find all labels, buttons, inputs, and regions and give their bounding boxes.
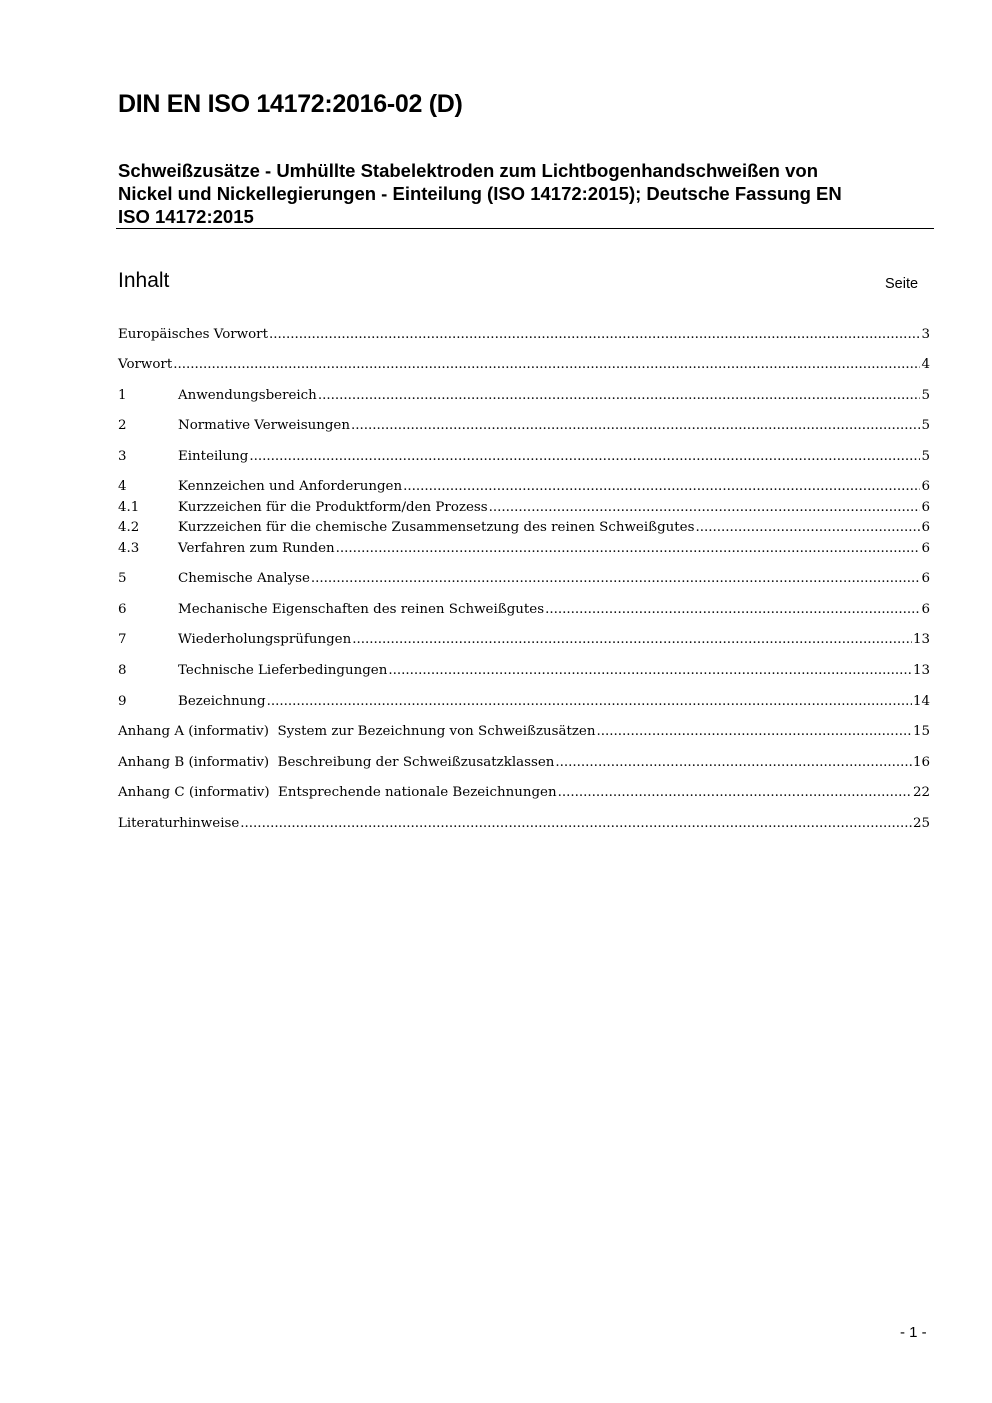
toc-entry-number: 8 <box>118 663 127 678</box>
toc-leader-dots <box>267 692 912 712</box>
toc-entry-1[interactable] <box>118 386 930 406</box>
toc-entry-literaturhinweise[interactable] <box>118 814 930 834</box>
document-title: DIN EN ISO 14172:2016-02 (D) <box>118 90 463 118</box>
toc-entry-page: 5 <box>921 418 930 433</box>
toc-leader-dots <box>173 355 920 375</box>
toc-leader-dots <box>318 386 921 406</box>
toc-page-column-label: Seite <box>885 276 919 292</box>
toc-entry-4-3[interactable] <box>118 539 930 559</box>
toc-entry-number: 5 <box>118 571 127 586</box>
toc-leader-dots <box>545 600 920 620</box>
title-divider <box>116 228 934 229</box>
toc-entry-page: 6 <box>921 479 930 494</box>
toc-leader-dots <box>240 814 912 834</box>
toc-entry-number: 4.2 <box>118 520 140 535</box>
toc-entry-page: 15 <box>912 724 930 739</box>
toc-entry-number: 9 <box>118 694 127 709</box>
toc-entry-text: Anwendungsbereich <box>178 388 317 403</box>
toc-entry-page: 13 <box>912 663 930 678</box>
toc-leader-dots <box>269 325 921 345</box>
toc-leader-dots <box>403 477 920 497</box>
toc-entry-anhang-a[interactable] <box>118 722 930 742</box>
subtitle-line: Nickel und Nickellegierungen - Einteilung (ISO 14172:2015); Deutsche Fassung EN <box>118 183 842 204</box>
toc-entry-text: Verfahren zum Runden <box>178 541 335 556</box>
toc-entry-6[interactable] <box>118 600 930 620</box>
document-subtitle <box>118 159 918 228</box>
toc-heading: Inhalt <box>118 269 170 292</box>
toc-entry-vorwort[interactable] <box>118 355 930 375</box>
toc-entry-text: Vorwort <box>118 357 173 372</box>
toc-leader-dots <box>351 416 921 436</box>
toc-leader-dots <box>489 498 921 518</box>
toc-leader-dots <box>352 630 912 650</box>
toc-entry-text: Mechanische Eigenschaften des reinen Schweißgutes <box>178 602 545 617</box>
toc-entry-number: 4.1 <box>118 500 140 515</box>
toc-entry-number: 6 <box>118 602 127 617</box>
toc-leader-dots <box>695 518 920 538</box>
toc-entry-number: 7 <box>118 632 127 647</box>
toc-entry-europaeisches-vorwort[interactable] <box>118 325 930 345</box>
toc-entry-4-1[interactable] <box>118 498 930 518</box>
toc-entry-4-2[interactable] <box>118 518 930 538</box>
toc-entry-page: 5 <box>921 449 930 464</box>
toc-entry-page: 16 <box>912 755 930 770</box>
toc-entry-text: Literaturhinweise <box>118 816 240 831</box>
toc-leader-dots <box>555 753 912 773</box>
toc-entry-text: Anhang A (informativ) System zur Bezeichnung von Schweißzusätzen <box>118 724 596 739</box>
toc-entry-text: Europäisches Vorwort <box>118 327 268 342</box>
toc-leader-dots <box>311 569 921 589</box>
toc-entry-page: 6 <box>921 520 930 535</box>
toc-entry-number: 4.3 <box>118 541 140 556</box>
toc-entry-5[interactable] <box>118 569 930 589</box>
toc-entry-page: 14 <box>912 694 930 709</box>
toc-entry-page: 5 <box>921 388 930 403</box>
toc-entry-number: 1 <box>118 388 127 403</box>
toc-entry-number: 4 <box>118 479 127 494</box>
toc-leader-dots <box>596 722 911 742</box>
subtitle-line: ISO 14172:2015 <box>118 206 254 227</box>
toc-entry-text: Wiederholungsprüfungen <box>178 632 352 647</box>
toc-entry-text: Einteilung <box>178 449 249 464</box>
toc-entry-8[interactable] <box>118 661 930 681</box>
toc-entry-number: 2 <box>118 418 127 433</box>
toc-leader-dots <box>558 783 912 803</box>
toc-leader-dots <box>336 539 921 559</box>
toc-entry-text: Kennzeichen und Anforderungen <box>178 479 403 494</box>
subtitle-line: Schweißzusätze - Umhüllte Stabelektroden zum Lichtbogenhandschweißen von <box>118 160 819 181</box>
toc-entry-7[interactable] <box>118 630 930 650</box>
toc-entry-9[interactable] <box>118 692 930 712</box>
toc-entry-page: 4 <box>921 357 930 372</box>
toc-entry-page: 6 <box>921 541 930 556</box>
page-number: - 1 - <box>900 1324 927 1341</box>
toc-leader-dots <box>249 447 920 467</box>
toc-entry-2[interactable] <box>118 416 930 436</box>
toc-entry-page: 3 <box>921 327 930 342</box>
toc-entry-page: 13 <box>912 632 930 647</box>
toc-entry-text: Anhang C (informativ) Entsprechende nationale Bezeichnungen <box>118 785 557 800</box>
toc-entry-page: 6 <box>921 571 930 586</box>
toc-entry-anhang-c[interactable] <box>118 783 930 803</box>
toc-entry-text: Kurzzeichen für die chemische Zusammensetzung des reinen Schweißgutes <box>178 520 695 535</box>
toc-entry-text: Chemische Analyse <box>178 571 310 586</box>
toc-entry-3[interactable] <box>118 447 930 467</box>
toc-entry-text: Normative Verweisungen <box>178 418 350 433</box>
toc-entry-page: 6 <box>921 500 930 515</box>
toc-leader-dots <box>388 661 912 681</box>
toc-entry-text: Kurzzeichen für die Produktform/den Prozess <box>178 500 488 515</box>
toc-entry-page: 6 <box>921 602 930 617</box>
toc-entry-page: 22 <box>912 785 930 800</box>
toc-entry-text: Anhang B (informativ) Beschreibung der Schweißzusatzklassen <box>118 755 555 770</box>
toc-entry-page: 25 <box>912 816 930 831</box>
toc-entry-number: 3 <box>118 449 127 464</box>
toc-entry-text: Bezeichnung <box>178 694 266 709</box>
toc-entry-anhang-b[interactable] <box>118 753 930 773</box>
toc-entry-4[interactable] <box>118 477 930 497</box>
toc-entry-text: Technische Lieferbedingungen <box>178 663 388 678</box>
